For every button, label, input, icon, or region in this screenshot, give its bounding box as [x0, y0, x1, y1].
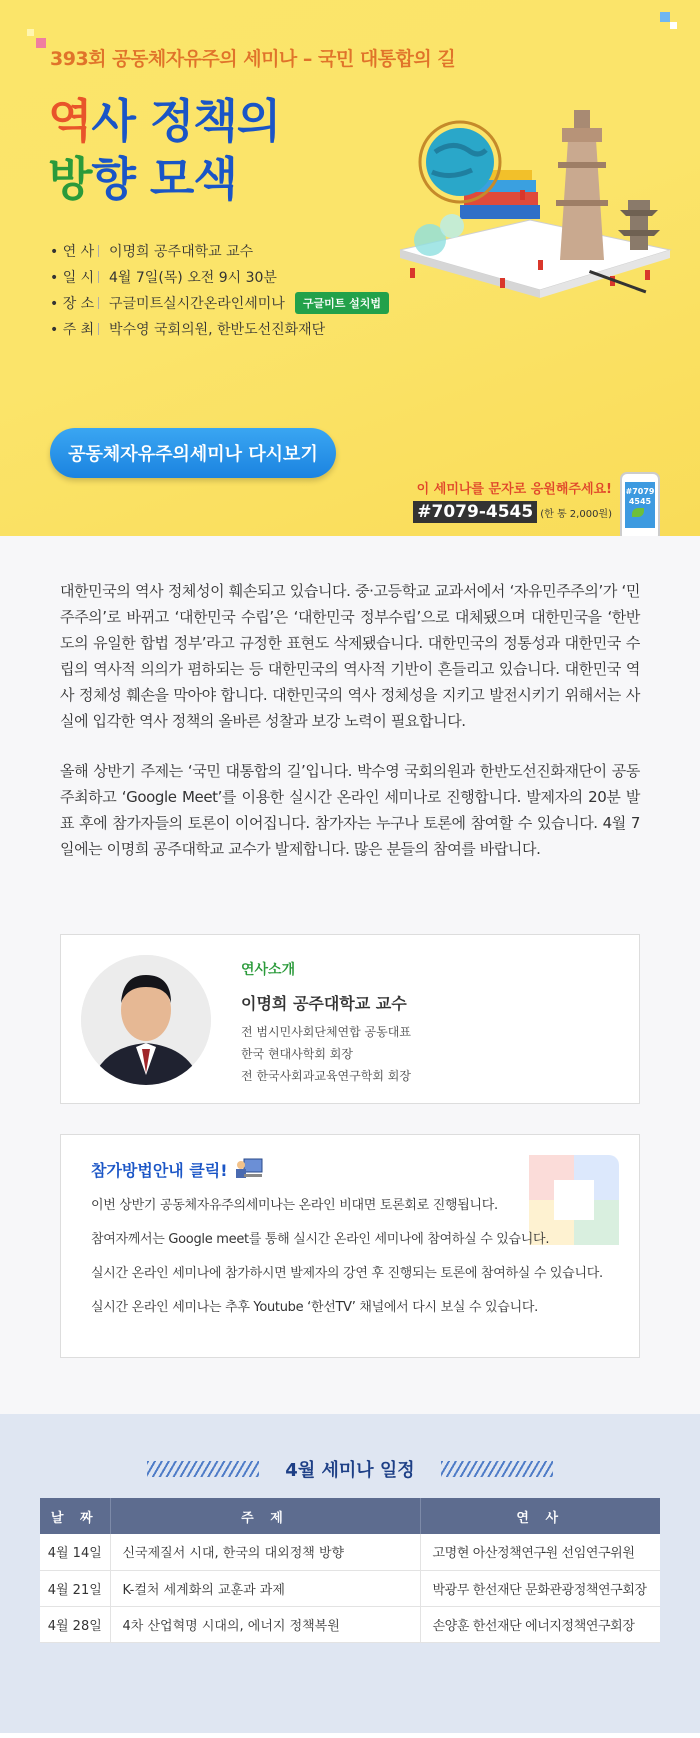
phone-screen-text: 4545 [628, 497, 652, 506]
row-date: 4월 14일 [40, 1534, 110, 1570]
title-first-char: 역 [48, 94, 92, 148]
seminar-replay-button[interactable]: 공동체자유주의세미나 다시보기 [50, 428, 336, 478]
speaker-name: 이명희 공주대학교 교수 [241, 994, 407, 1013]
info-key: • 연 사 [50, 244, 95, 260]
info-row-host [50, 316, 389, 342]
row-speaker: 손양훈 한선재단 에너지정책연구회장 [420, 1606, 660, 1642]
info-value: 박수영 국회의원, 한반도선진화재단 [109, 322, 326, 338]
info-value: 구글미트실시간온라인세미나 [109, 296, 285, 312]
table-row [40, 1570, 660, 1606]
decorative-stripe [147, 1461, 259, 1477]
support-price: (한 통 2,000원) [540, 508, 612, 520]
row-date: 4월 28일 [40, 1606, 110, 1642]
speaker-section [0, 934, 700, 1134]
info-key: • 장 소 [50, 296, 95, 312]
career-item: 전 범시민사회단체연합 공동대표 [241, 1025, 411, 1039]
row-speaker: 고명현 아산정책연구원 선임연구위원 [420, 1534, 660, 1570]
title-first-char: 방 [48, 152, 92, 206]
info-row-speaker [50, 238, 389, 264]
speaker-avatar [81, 955, 211, 1085]
support-text: 이 세미나를 문자로 응원해주세요! [416, 482, 612, 497]
row-topic: 4차 산업혁명 시대의, 에너지 정책복원 [110, 1606, 420, 1642]
schedule-heading [40, 1456, 660, 1482]
history-books-illustration [390, 100, 680, 315]
column-header-date: 날 짜 [40, 1498, 110, 1534]
decorative-square [36, 38, 46, 48]
speaker-label: 연사소개 [241, 962, 296, 978]
participation-guide-card [60, 1134, 640, 1358]
guide-item: 실시간 온라인 세미나에 참가하시면 발제자의 강연 후 진행되는 토론에 참여하실 수 있습니다. [91, 1266, 603, 1281]
guide-list [91, 1189, 609, 1325]
april-schedule-section [0, 1414, 700, 1733]
career-item: 전 한국사회과교육연구학회 회장 [241, 1069, 411, 1083]
table-row [40, 1534, 660, 1570]
speaker-careers [241, 1023, 411, 1089]
person-computer-icon [234, 1157, 264, 1181]
participation-guide-section [0, 1134, 700, 1414]
decorative-square [670, 22, 677, 29]
table-row [40, 1606, 660, 1642]
seminar-title [48, 92, 280, 208]
row-topic: 신국제질서 시대, 한국의 대외정책 방향 [110, 1534, 420, 1570]
schedule-table [40, 1498, 660, 1643]
phone-icon [620, 472, 660, 536]
speaker-card [60, 934, 640, 1104]
guide-item: 실시간 온라인 세미나는 추후 Youtube ‘한선TV’ 채널에서 다시 보실 수 있습니다. [91, 1300, 538, 1315]
description-paragraph: 대한민국의 역사 정체성이 훼손되고 있습니다. 중·고등학교 교과서에서 ‘자유민주주의’가 ‘민주주의’로 바뀌고 ‘대한민국 수립’은 ‘대한민국 정부수립’으로 대체됐으며 대한민국을 ‘한반도의 유일한 합법 정부’라고 규정한 표현도 삭제됐습니다. 대한민국의 정통성과 대한민국 수립의 역사적 의의가 폄하되는 등 대한민국의 역사적 기반이 흔들리고 있습니다. 대한민국 역사 정체성 훼손을 막아야 합니다. 대한민국의 역사 정체성을 지키고 발전시키기 위해서는 사실에 입각한 역사 정책의 올바른 성찰과 보강 노력이 필요합니다. [60, 582, 640, 730]
decorative-square [27, 29, 34, 36]
info-key: • 주 최 [50, 322, 95, 338]
title-line-2: 향 모색 [91, 152, 237, 206]
google-meet-install-button[interactable]: 구글미트 설치법 [295, 292, 389, 314]
hero-banner [0, 0, 700, 536]
decorative-square [660, 12, 670, 22]
title-line-1: 사 정책의 [91, 94, 281, 148]
row-date: 4월 21일 [40, 1570, 110, 1606]
support-number: #7079-4545 [413, 501, 537, 523]
phone-screen-text: #7079 [625, 487, 655, 496]
decorative-stripe [441, 1461, 553, 1477]
info-value: 4월 7일(목) 오전 9시 30분 [109, 270, 277, 286]
guide-title[interactable]: 참가방법안내 클릭! [91, 1160, 228, 1180]
info-row-datetime [50, 264, 389, 290]
guide-item: 이번 상반기 공동체자유주의세미나는 온라인 비대면 토론회로 진행됩니다. [91, 1198, 498, 1213]
text-support-box [413, 478, 612, 523]
seminar-description [0, 536, 700, 934]
column-header-speaker: 연 사 [420, 1498, 660, 1534]
event-info [50, 238, 389, 342]
info-value: 이명희 공주대학교 교수 [109, 244, 254, 260]
column-header-topic: 주 제 [110, 1498, 420, 1534]
row-speaker: 박광무 한선재단 문화관광정책연구회장 [420, 1570, 660, 1606]
career-item: 한국 현대사학회 회장 [241, 1047, 353, 1061]
schedule-title: 4월 세미나 일정 [285, 1460, 415, 1481]
info-key: • 일 시 [50, 270, 95, 286]
description-paragraph: 올해 상반기 주제는 ‘국민 대통합의 길’입니다. 박수영 국회의원과 한반도선진화재단이 공동 주최하고 ‘Google Meet’를 이용한 실시간 온라인 세미나로 진행합니다. 발제자의 20분 발표 후에 참가자들의 토론이 이어집니다. 참가자는 누구나 토론에 참여할 수 있습니다. 4월 7일에는 이명희 공주대학교 교수가 발제합니다. 많은 분들의 참여를 바랍니다. [60, 762, 640, 858]
seminar-subtitle: 393회 공동체자유주의 세미나 – 국민 대통합의 길 [50, 48, 456, 70]
row-topic: K-컬처 세계화의 교훈과 과제 [110, 1570, 420, 1606]
guide-item: 참여자께서는 Google meet를 통해 실시간 온라인 세미나에 참여하실 수 있습니다. [91, 1232, 550, 1247]
info-row-place [50, 290, 389, 316]
